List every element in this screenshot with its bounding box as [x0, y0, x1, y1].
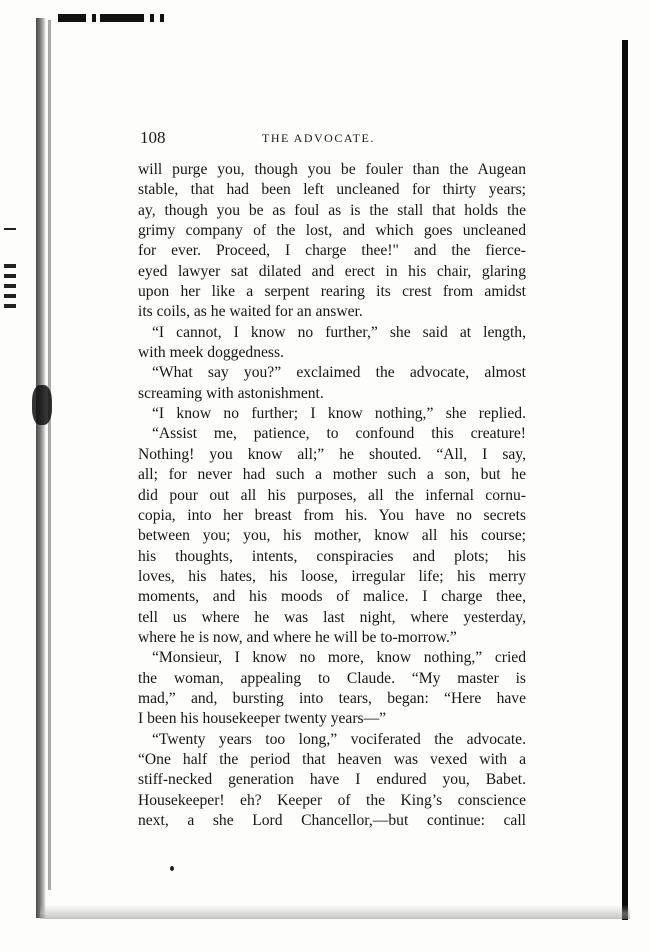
- text-line: did pour out all his purposes, all the infernal cornu-: [138, 486, 526, 504]
- text-line: “I know no further; I know nothing,” she replied.: [152, 405, 526, 423]
- scan-artifact: [92, 14, 96, 22]
- text-line: for ever. Proceed, I charge thee!" and the fierce-: [138, 242, 526, 260]
- text-line: mad,” and, bursting into tears, began: “Here have: [138, 689, 526, 707]
- text-line: tell us where he was last night, where yesterday,: [138, 608, 526, 626]
- text-line: its coils, as he waited for an answer.: [138, 303, 363, 321]
- text-line: eyed lawyer sat dilated and erect in his chair, glaring: [138, 262, 526, 280]
- text-line: next, a she Lord Chancellor,—but continue: call: [138, 812, 526, 829]
- text-line: “I cannot, I know no further,” she said at length,: [152, 323, 526, 341]
- page-edge-bottom: [40, 905, 630, 919]
- text-line: “One half the period that heaven was vexed with a: [138, 750, 526, 768]
- scan-mark: [4, 304, 16, 308]
- page-edge-left: [36, 18, 46, 918]
- text-line: stiff-necked generation have I endured you, Babet.: [138, 771, 526, 789]
- scan-mark: [4, 284, 16, 288]
- text-line: screaming with astonishment.: [138, 384, 324, 402]
- body-text: [138, 160, 526, 831]
- page-number: 108: [140, 128, 166, 147]
- text-line: the woman, appealing to Claude. “My master is: [138, 669, 526, 687]
- running-header: [140, 128, 520, 148]
- running-title: THE ADVOCATE.: [262, 131, 375, 145]
- text-line: Nothing! you know all;” he shouted. “All, I say,: [138, 445, 526, 463]
- text-line: “Monsieur, I know no more, know nothing,” cried: [152, 649, 526, 667]
- text-line: all; for never had such a mother such a son, but he: [138, 466, 526, 484]
- scan-artifact: [100, 14, 144, 22]
- scan-artifact: [160, 14, 164, 22]
- text-line: between you; you, his mother, know all his course;: [138, 527, 526, 545]
- text-line: “Assist me, patience, to confound this creature!: [152, 425, 526, 443]
- text-line: his thoughts, intents, conspiracies and plots; his: [138, 547, 526, 565]
- text-line: grimy company of the lost, and which goes uncleaned: [138, 222, 526, 240]
- text-line: copia, into her breast from his. You have no secrets: [138, 506, 526, 524]
- text-line: I been his housekeeper twenty years—”: [138, 710, 387, 728]
- scan-mark: [4, 264, 16, 268]
- ink-blot: [32, 385, 52, 425]
- text-line: loves, his hates, his loose, irregular life; his merry: [138, 567, 526, 585]
- page-edge-line: [48, 20, 51, 890]
- scan-mark: [4, 294, 16, 298]
- text-line: upon her like a serpent rearing its crest from amidst: [138, 283, 526, 301]
- scan-mark: [4, 274, 16, 278]
- ink-speck: [170, 866, 174, 871]
- text-line: will purge you, though you be fouler than the Augean: [138, 161, 526, 178]
- text-line: where he is now, and where he will be to-morrow.”: [138, 628, 457, 646]
- scan-mark: [4, 228, 16, 230]
- scan-artifact: [150, 14, 154, 22]
- text-line: stable, that had been left uncleaned for thirty years;: [138, 181, 526, 199]
- text-line: Housekeeper! eh? Keeper of the King’s conscience: [138, 791, 526, 809]
- page-edge-right: [622, 40, 628, 920]
- scan-artifact: [58, 14, 86, 22]
- text-line: “What say you?” exclaimed the advocate, almost: [152, 364, 526, 382]
- text-line: with meek doggedness.: [138, 344, 284, 362]
- text-line: ay, though you be as foul as is the stall that holds the: [138, 201, 526, 219]
- text-line: “Twenty years too long,” vociferated the advocate.: [152, 730, 526, 748]
- text-line: moments, and his moods of malice. I charge thee,: [138, 588, 526, 606]
